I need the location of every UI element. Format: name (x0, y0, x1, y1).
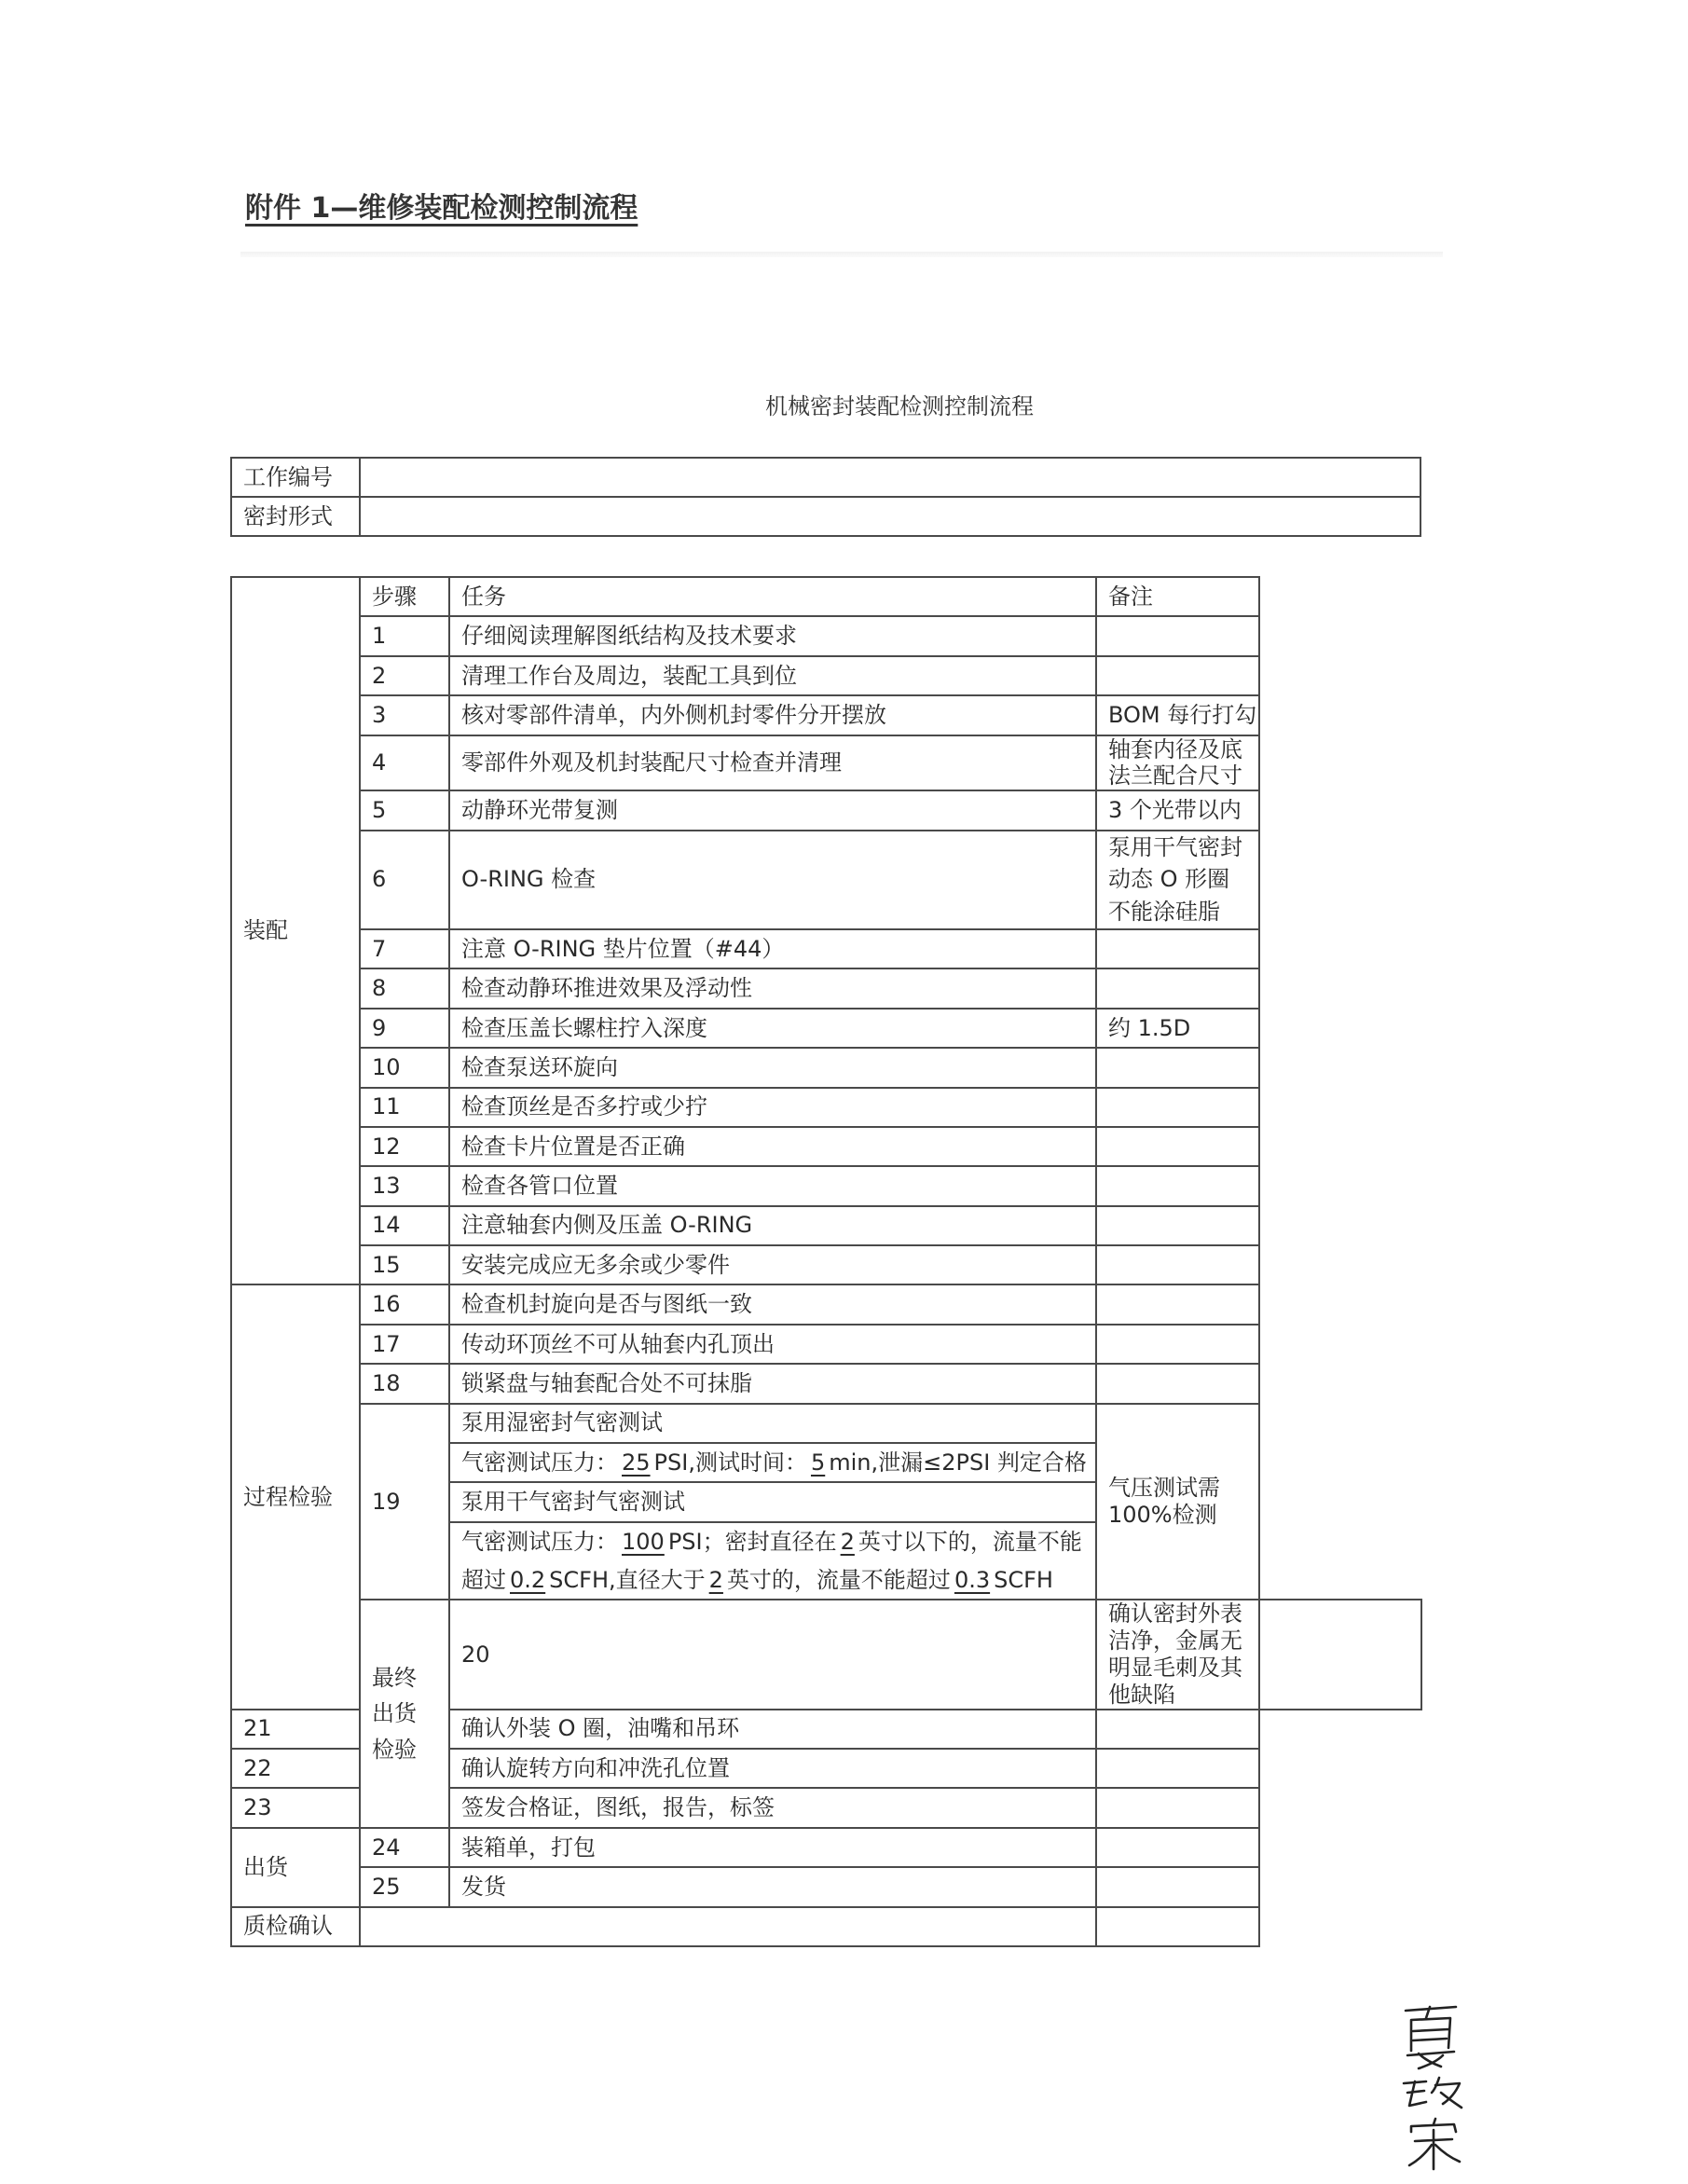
task-column-header: 任务 (449, 577, 1096, 616)
qc-confirmation-note[interactable] (1096, 1907, 1259, 1946)
table-row (231, 1325, 1421, 1364)
step-number: 23 (231, 1788, 360, 1827)
step-task: 检查机封旋向是否与图纸一致 (449, 1284, 1096, 1324)
phase-assembly: 装配 (231, 577, 360, 1284)
step-task: 确认密封外表洁净，金属无明显毛刺及其他缺陷 (1096, 1600, 1259, 1709)
table-row (231, 1245, 1421, 1284)
dry-test-flow-1: 0.2 (510, 1566, 546, 1593)
step-task: 注意 O-RING 垫片位置（#44） (449, 929, 1096, 968)
step-number: 1 (360, 616, 449, 655)
phase-process-inspection: 过程检验 (231, 1284, 360, 1709)
phase-final-inspection: 最终出货检验 (360, 1600, 449, 1827)
handwritten-signature (1398, 1999, 1468, 2177)
seal-type-label: 密封形式 (231, 497, 360, 536)
table-row (231, 1828, 1421, 1867)
table-row (231, 1048, 1421, 1087)
step-note: 3 个光带以内 (1096, 790, 1259, 830)
table-row (231, 1867, 1421, 1906)
spec-text: SCFH,直径大于 (549, 1566, 706, 1593)
step-task: 检查卡片位置是否正确 (449, 1127, 1096, 1166)
qc-confirmation-row (231, 1907, 1421, 1946)
step-note: 轴套内径及底法兰配合尺寸 (1096, 735, 1259, 791)
seal-type-value[interactable] (360, 497, 1420, 536)
step-note (1096, 968, 1259, 1008)
inspection-table (230, 576, 1422, 1947)
step-note (1096, 616, 1259, 655)
dry-test-diameter-2: 2 (708, 1566, 723, 1593)
form-title: 机械密封装配检测控制流程 (765, 393, 1034, 419)
step-note (1096, 929, 1259, 968)
qc-confirmation-label: 质检确认 (231, 1907, 360, 1946)
table-row (231, 790, 1421, 830)
step-task: 核对零部件清单，内外侧机封零件分开摆放 (449, 695, 1096, 735)
step-number: 20 (449, 1600, 1096, 1709)
table-row (231, 831, 1421, 929)
table-row (231, 616, 1421, 655)
step-task: 装箱单，打包 (449, 1828, 1096, 1867)
step-number: 12 (360, 1127, 449, 1166)
step-number: 13 (360, 1166, 449, 1205)
step-column-header: 步骤 (360, 577, 449, 616)
step-task: 确认旋转方向和冲洗孔位置 (449, 1749, 1096, 1788)
dry-test-diameter-1: 2 (840, 1528, 855, 1555)
step-number: 8 (360, 968, 449, 1008)
spec-text: PSI；密封直径在 (667, 1528, 837, 1555)
step-task: 确认外装 O 圈，油嘴和吊环 (449, 1710, 1096, 1749)
dry-test-pressure: 100 (622, 1528, 665, 1555)
step-task: 检查压盖长螺柱拧入深度 (449, 1009, 1096, 1048)
step-note (1096, 656, 1259, 695)
header-table (230, 457, 1421, 537)
step-task: 传动环顶丝不可从轴套内孔顶出 (449, 1325, 1096, 1364)
step-number: 9 (360, 1009, 449, 1048)
step-task: 锁紧盘与轴套配合处不可抹脂 (449, 1364, 1096, 1403)
step-number: 16 (360, 1284, 449, 1324)
header-row-job-number (231, 458, 1420, 497)
step-task: O-RING 检查 (449, 831, 1096, 929)
step-note (1096, 1048, 1259, 1087)
step-number: 2 (360, 656, 449, 695)
spec-text: 气密测试压力： (461, 1449, 618, 1476)
step-note (1096, 1828, 1259, 1867)
spec-text: PSI,测试时间： (653, 1449, 807, 1476)
step-note (1096, 1245, 1259, 1284)
step-number: 14 (360, 1206, 449, 1245)
table-row (231, 1088, 1421, 1127)
step-task: 仔细阅读理解图纸结构及技术要求 (449, 616, 1096, 655)
step-note: 约 1.5D (1096, 1009, 1259, 1048)
step-number: 25 (360, 1867, 449, 1906)
table-row (231, 695, 1421, 735)
table-row (231, 1127, 1421, 1166)
table-row (231, 1284, 1421, 1324)
note-column-header: 备注 (1096, 577, 1259, 616)
step-task: 动静环光带复测 (449, 790, 1096, 830)
step-task: 零部件外观及机封装配尺寸检查并清理 (449, 735, 1096, 791)
dry-seal-test-spec (449, 1522, 1096, 1600)
step-number: 19 (360, 1404, 449, 1600)
step-number: 24 (360, 1828, 449, 1867)
spec-text: 英寸的，流量不能超过 (726, 1566, 951, 1593)
table-row (231, 1009, 1421, 1048)
header-row-seal-type (231, 497, 1420, 536)
job-number-value[interactable] (360, 458, 1420, 497)
spec-text: 英寸以下的，流量不能超过 (461, 1528, 1082, 1593)
step-note (1096, 1088, 1259, 1127)
wet-test-time: 5 (810, 1449, 826, 1476)
table-row (231, 929, 1421, 968)
wet-seal-test-title: 泵用湿密封气密测试 (449, 1404, 1096, 1443)
table-row (231, 968, 1421, 1008)
step-note (1096, 1867, 1259, 1906)
spec-text: SCFH (994, 1566, 1053, 1593)
column-header-row (231, 577, 1421, 616)
job-number-label: 工作编号 (231, 458, 360, 497)
dry-test-flow-2: 0.3 (954, 1566, 991, 1593)
step-note (1096, 1710, 1259, 1749)
step-number: 3 (360, 695, 449, 735)
step-task: 发货 (449, 1867, 1096, 1906)
wet-seal-test-spec (449, 1443, 1096, 1482)
table-row (231, 1166, 1421, 1205)
spec-text: min,泄漏≤2PSI 判定合格 (829, 1449, 1087, 1476)
step-number: 7 (360, 929, 449, 968)
step-number: 15 (360, 1245, 449, 1284)
step-number: 22 (231, 1749, 360, 1788)
step-task: 清理工作台及周边，装配工具到位 (449, 656, 1096, 695)
step-task: 检查泵送环旋向 (449, 1048, 1096, 1087)
step-number: 6 (360, 831, 449, 929)
table-row (231, 1600, 1421, 1709)
step-number: 17 (360, 1325, 449, 1364)
step-note: BOM 每行打勾 (1096, 695, 1259, 735)
step-number: 10 (360, 1048, 449, 1087)
phase-shipping: 出货 (231, 1828, 360, 1907)
table-row (231, 735, 1421, 791)
step-number: 5 (360, 790, 449, 830)
step-number: 4 (360, 735, 449, 791)
spec-text: 气密测试压力： (461, 1528, 618, 1555)
step-note (1096, 1284, 1259, 1324)
step-task: 检查动静环推进效果及浮动性 (449, 968, 1096, 1008)
table-row-step19 (231, 1404, 1421, 1443)
dry-seal-test-title: 泵用干气密封气密测试 (449, 1482, 1096, 1521)
step-number: 21 (231, 1710, 360, 1749)
step-task: 注意轴套内侧及压盖 O-RING (449, 1206, 1096, 1245)
step-task: 安装完成应无多余或少零件 (449, 1245, 1096, 1284)
step-note (1096, 1166, 1259, 1205)
header-rule (240, 252, 1443, 257)
step-note: 气压测试需 100%检测 (1096, 1404, 1259, 1600)
step-task: 检查顶丝是否多拧或少拧 (449, 1088, 1096, 1127)
step-note (1259, 1600, 1422, 1709)
table-row (231, 656, 1421, 695)
step-note (1096, 1364, 1259, 1403)
step-task: 检查各管口位置 (449, 1166, 1096, 1205)
table-row (231, 1206, 1421, 1245)
qc-confirmation-value[interactable] (360, 1907, 1096, 1946)
step-note: 泵用干气密封动态 O 形圈不能涂硅脂 (1096, 831, 1259, 929)
table-row (231, 1364, 1421, 1403)
step-note (1096, 1788, 1259, 1827)
wet-test-pressure: 25 (622, 1449, 651, 1476)
step-note (1096, 1325, 1259, 1364)
step-number: 18 (360, 1364, 449, 1403)
step-note (1096, 1206, 1259, 1245)
step-note (1096, 1749, 1259, 1788)
step-note (1096, 1127, 1259, 1166)
document-title: 附件 1—维修装配检测控制流程 (245, 192, 638, 225)
step-task: 签发合格证，图纸，报告，标签 (449, 1788, 1096, 1827)
step-number: 11 (360, 1088, 449, 1127)
